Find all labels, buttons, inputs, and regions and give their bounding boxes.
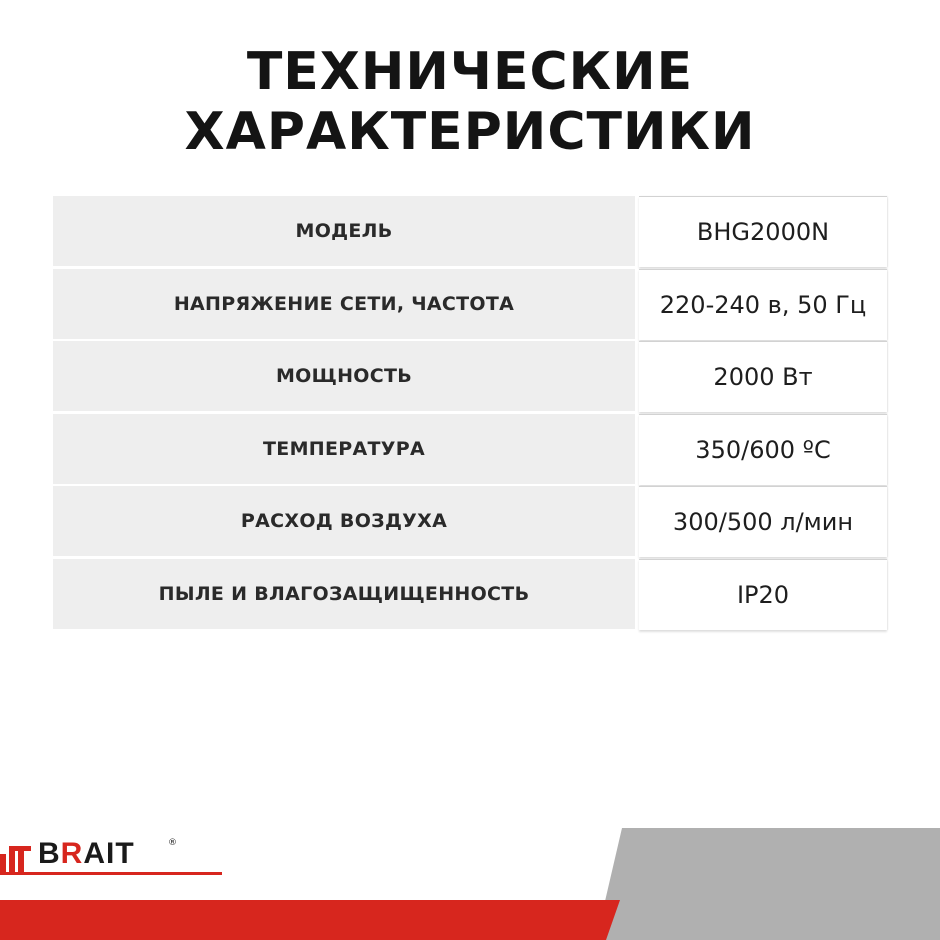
- spec-value: 300/500 л/мин: [639, 486, 887, 557]
- spec-label: РАСХОД ВОЗДУХА: [53, 486, 635, 556]
- logo-mark-icon: [0, 840, 40, 874]
- logo-underline: [0, 872, 222, 875]
- spec-label: НАПРЯЖЕНИЕ СЕТИ, ЧАСТОТА: [53, 269, 635, 339]
- spec-row-airflow: [53, 486, 887, 559]
- page-title: [0, 42, 940, 162]
- spec-row-model: [53, 196, 887, 269]
- spec-label: МОЩНОСТЬ: [53, 341, 635, 411]
- title-line-1: ТЕХНИЧЕСКИЕ: [246, 42, 694, 102]
- brand-name-b: B: [38, 837, 61, 870]
- brand-name-ait: AIT: [83, 837, 135, 870]
- brand-name: [38, 836, 135, 872]
- title-line-2: ХАРАКТЕРИСТИКИ: [184, 102, 756, 162]
- spec-value: BHG2000N: [639, 196, 887, 267]
- spec-row-protection: [53, 559, 887, 632]
- spec-row-power: [53, 341, 887, 414]
- spec-label: ПЫЛЕ И ВЛАГОЗАЩИЩЕННОСТЬ: [53, 559, 635, 629]
- spec-row-voltage: [53, 269, 887, 342]
- specs-table: [53, 196, 887, 631]
- spec-value: 350/600 ºС: [639, 414, 887, 485]
- spec-label: ТЕМПЕРАТУРА: [53, 414, 635, 484]
- brand-name-r: R: [60, 837, 84, 870]
- registered-mark: ®: [168, 838, 177, 848]
- spec-row-temperature: [53, 414, 887, 487]
- red-stripe: [0, 900, 620, 940]
- brand-logo: [0, 830, 230, 880]
- spec-value: 2000 Вт: [639, 341, 887, 412]
- spec-value: 220-240 в, 50 Гц: [639, 269, 887, 340]
- spec-value: IP20: [639, 559, 887, 630]
- spec-label: МОДЕЛЬ: [53, 196, 635, 266]
- grey-band: [596, 828, 940, 940]
